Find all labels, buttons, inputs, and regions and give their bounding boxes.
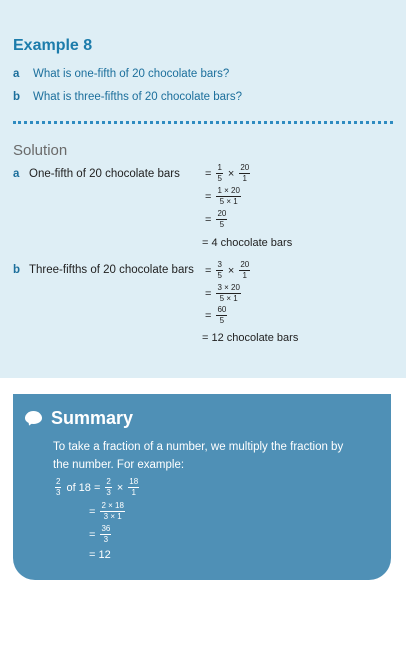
equals-sign: = <box>205 264 212 277</box>
summary-title: Summary <box>51 408 134 428</box>
numerator: 1 × 20 <box>217 186 240 195</box>
summary-line2 <box>86 502 127 521</box>
question-a <box>13 68 229 80</box>
solution-b-result: = 12 chocolate bars <box>202 332 299 344</box>
question-b-text: What is three-fifths of 20 chocolate bars? <box>33 91 243 103</box>
numerator: 20 <box>240 163 250 172</box>
equals-sign: = <box>205 213 212 226</box>
denominator: 5 × 1 <box>219 197 238 206</box>
solution-b-step3 <box>202 306 229 325</box>
fraction <box>239 261 250 280</box>
numerator: 20 <box>217 209 227 218</box>
fraction <box>216 210 227 229</box>
summary-box <box>13 394 391 580</box>
question-a-text: What is one-fifth of 20 chocolate bars? <box>33 68 230 80</box>
summary-text: To take a fraction of a number, we multiply the fraction by the number. For example: <box>53 441 344 471</box>
question-b-letter: b <box>13 91 21 103</box>
equals-sign: = <box>89 528 96 541</box>
question-b <box>13 91 242 103</box>
fraction <box>55 478 61 497</box>
example-title: Example 8 <box>13 37 93 54</box>
solution-a-step3 <box>202 210 229 229</box>
fraction <box>239 164 250 183</box>
numerator: 36 <box>101 524 111 533</box>
fraction <box>216 164 222 183</box>
denominator: 5 <box>219 316 225 325</box>
fraction <box>105 478 111 497</box>
solution-b-step2 <box>202 284 243 303</box>
solution-b-text: Three-fifths of 20 chocolate bars <box>29 264 194 276</box>
times-sign: × <box>227 264 235 277</box>
denominator: 3 <box>106 488 111 497</box>
fraction <box>216 284 240 303</box>
summary-line3 <box>86 525 113 544</box>
denominator: 1 <box>242 174 247 183</box>
speech-bubble-icon <box>25 411 42 424</box>
dotted-divider <box>13 121 393 124</box>
equals-sign: = <box>205 309 212 322</box>
denominator: 1 <box>131 488 136 497</box>
numerator: 3 <box>217 260 222 269</box>
equals-sign: = <box>205 287 212 300</box>
numerator: 2 × 18 <box>101 501 124 510</box>
equals-sign: = <box>89 505 96 518</box>
numerator: 1 <box>217 163 222 172</box>
fraction <box>128 478 139 497</box>
summary-line4: = 12 <box>89 549 111 561</box>
summary-line1 <box>53 478 141 497</box>
fraction <box>216 306 227 325</box>
times-sign: × <box>116 481 124 494</box>
solution-a-text: One-fifth of 20 chocolate bars <box>29 168 180 180</box>
fraction <box>216 261 222 280</box>
solution-a-step1 <box>202 164 252 183</box>
numerator: 18 <box>129 477 139 486</box>
denominator: 5 <box>217 174 222 183</box>
numerator: 60 <box>217 305 227 314</box>
denominator: 1 <box>242 271 247 280</box>
numerator: 20 <box>240 260 250 269</box>
denominator: 5 <box>219 220 225 229</box>
equals-sign: = <box>205 167 212 180</box>
fraction <box>100 502 124 521</box>
solution-a-step2 <box>202 187 243 206</box>
numerator: 2 <box>106 477 111 486</box>
times-sign: × <box>227 167 235 180</box>
solution-a-letter: a <box>13 168 20 180</box>
denominator: 5 <box>217 271 222 280</box>
solution-a-label <box>13 168 180 180</box>
fraction <box>216 187 240 206</box>
solution-b-letter: b <box>13 264 21 276</box>
solution-b-step1 <box>202 261 252 280</box>
denominator: 3 <box>103 535 109 544</box>
numerator: 3 × 20 <box>217 283 240 292</box>
solution-a-result: = 4 chocolate bars <box>202 237 293 249</box>
denominator: 3 <box>56 488 61 497</box>
denominator: 5 × 1 <box>219 294 238 303</box>
of-text: of 18 = <box>66 481 101 494</box>
solution-b-label <box>13 264 194 276</box>
equals-sign: = <box>205 190 212 203</box>
fraction <box>100 525 111 544</box>
numerator: 2 <box>56 477 61 486</box>
denominator: 3 × 1 <box>103 512 122 521</box>
solution-title: Solution <box>13 142 68 159</box>
question-a-letter: a <box>13 68 20 80</box>
